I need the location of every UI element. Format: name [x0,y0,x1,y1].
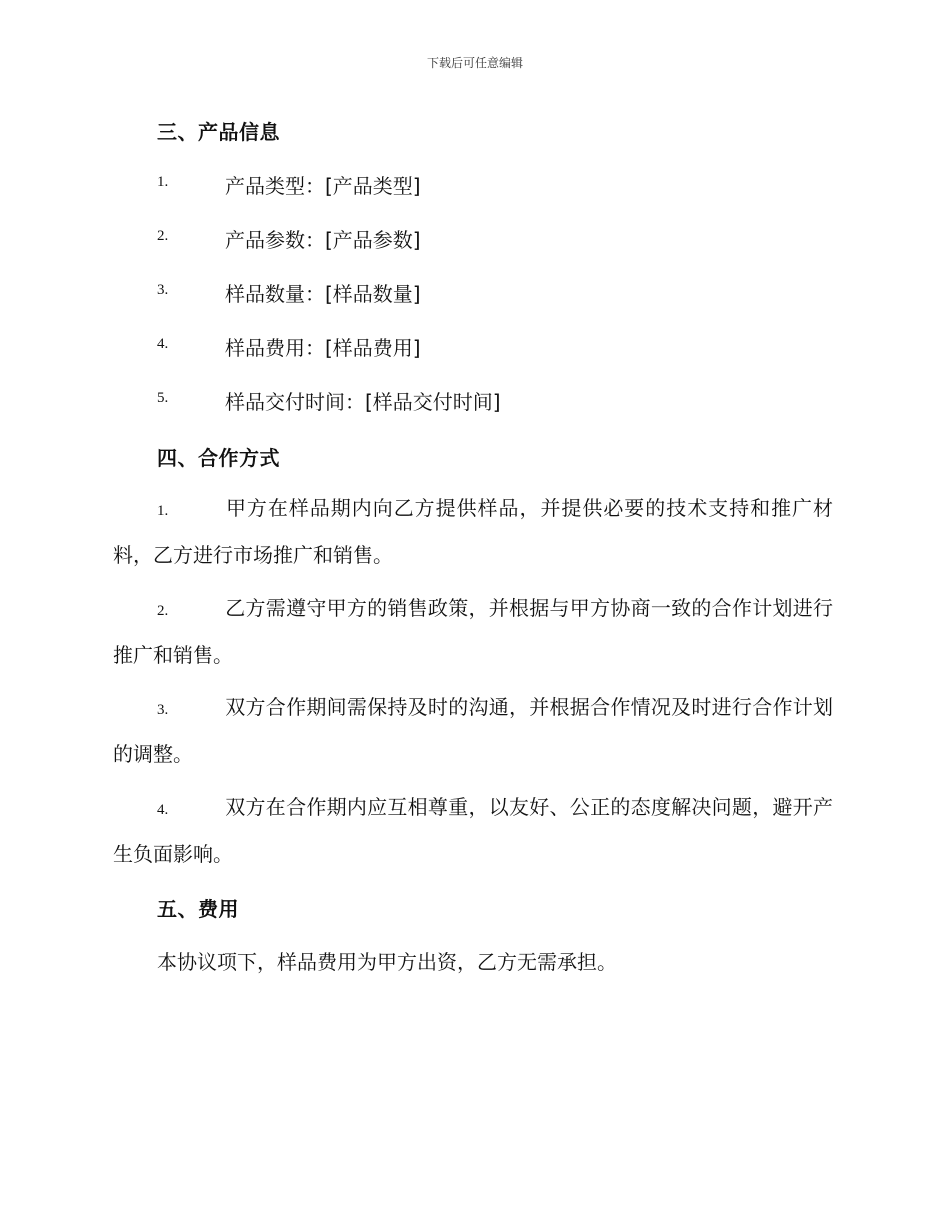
list-item [0,278,950,308]
list-item [0,170,950,200]
list-item [0,224,950,254]
list-item-number: 4. [157,336,169,352]
list-item-text: 产品类型：[产品类型] [225,174,421,198]
paragraph-number: 3. [157,702,169,718]
paragraph-number: 2. [157,603,169,619]
paragraph-text: 乙方需遵守甲方的销售政策，并根据与甲方协商一致的合作计划进行推广和销售。 [113,596,833,667]
list-item-text: 样品数量：[样品数量] [225,282,421,306]
paragraph-item [113,486,833,577]
list-item [0,332,950,362]
fees-paragraph: 本协议项下，样品费用为甲方出资，乙方无需承担。 [157,950,617,974]
header-note: 下载后可任意编辑 [426,56,523,70]
list-item [0,386,950,416]
list-item-text: 产品参数：[产品参数] [225,228,421,252]
paragraph-item [113,586,833,677]
paragraph-number: 4. [157,802,169,818]
paragraph-item [113,785,833,876]
list-item-number: 5. [157,390,169,406]
list-item-text: 样品费用：[样品费用] [225,336,421,360]
list-item-text: 样品交付时间：[样品交付时间] [225,390,501,414]
list-item-number: 1. [157,174,169,190]
paragraph-number: 1. [157,503,169,519]
section-heading-fees: 五、费用 [157,897,239,921]
list-item-number: 3. [157,282,169,298]
section-heading-cooperation: 四、合作方式 [157,446,280,470]
list-item-number: 2. [157,228,169,244]
paragraph-item [113,685,833,776]
section-heading-product-info: 三、产品信息 [157,120,280,144]
paragraph-text: 双方在合作期内应互相尊重，以友好、公正的态度解决问题，避开产生负面影响。 [113,795,833,866]
paragraph-text: 甲方在样品期内向乙方提供样品，并提供必要的技术支持和推广材料，乙方进行市场推广和销售。 [113,496,833,567]
paragraph-text: 双方合作期间需保持及时的沟通，并根据合作情况及时进行合作计划的调整。 [113,695,833,766]
